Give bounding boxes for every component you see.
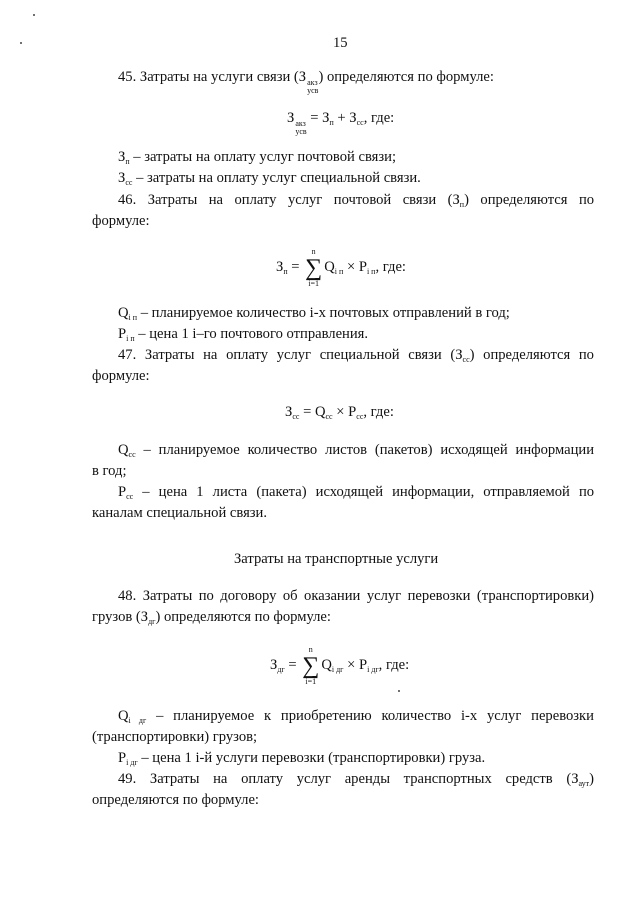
definition-qip: $Q_{i п}$ – планируемое количество i-х почтовых отправлений в год; <box>118 305 510 322</box>
definition-qss-line1: $Q_{сс}$ – планируемое количество листов (пакетов) исходящей информации <box>118 442 595 459</box>
paragraph-49-line2: определяются по формуле: <box>92 792 259 808</box>
definition-zp: $З_п$ – затраты на оплату услуг почтовой связи; <box>118 149 396 166</box>
paragraph-48-line1: 48. Затраты по договору об оказании услуг перевозки (транспортировки) <box>118 588 595 604</box>
definition-qss-line2: в год; <box>92 463 127 479</box>
scan-speck <box>20 42 22 44</box>
definition-pidg: $P_{i дг}$ – цена 1 i-й услуги перевозки (транспортировки) груза. <box>118 750 486 767</box>
sum-symbol: n ∑ i=1 <box>305 247 323 288</box>
paragraph-47-line1: 47. Затраты на оплату услуг специальной связи $(З_{сс})$ определяются по <box>118 347 594 364</box>
formula-48: $З_{дг}$ = n ∑ i=1 $Q_{i дг} \times P_{i дг}$, где: <box>270 645 410 686</box>
scan-speck <box>398 690 400 692</box>
formula-47: $З_{сс} = Q_{сс} \times P_{сс}$, где: <box>285 404 394 421</box>
section-heading: Затраты на транспортные услуги <box>234 551 439 567</box>
definition-pss-line1: $P_{сс}$ – цена 1 листа (пакета) исходящей информации, отправляемой по <box>118 484 595 501</box>
formula-45: З акз усв = $З_п + З_{сс}$, где: <box>287 110 395 136</box>
paragraph-45: 45. Затраты на услуги связи (З акз усв ) определяются по формуле: <box>118 69 494 95</box>
page-number: 15 <box>333 35 348 51</box>
formula-46: $З_п$ = n ∑ i=1 $Q_{i п} \times P_{i п}$, где: <box>276 247 406 288</box>
paragraph-48-line2: грузов $(З_{дг})$ определяются по формуле: <box>92 609 331 626</box>
paragraph-46-line2: формуле: <box>92 213 150 229</box>
definition-zss: $З_{сс}$ – затраты на оплату услуг специальной связи. <box>118 170 421 187</box>
paragraph-47-line2: формуле: <box>92 368 150 384</box>
definition-pss-line2: каналам специальной связи. <box>92 505 268 521</box>
definition-pip: $P_{i п}$ – цена 1 i–го почтового отправления. <box>118 326 369 343</box>
definition-qidg-line2: (транспортировки) грузов; <box>92 729 258 745</box>
sum-symbol: n ∑ i=1 <box>302 645 320 686</box>
scan-speck <box>33 14 35 16</box>
paragraph-49-line1: 49. Затраты на оплату услуг аренды транспортных средств $(З_{аут})$ <box>118 771 595 788</box>
definition-qidg-line1: $Q_{i дг}$ – планируемое к приобретению количество i-х услуг перевозки <box>118 708 594 725</box>
paragraph-46-line1: 46. Затраты на оплату услуг почтовой связи $(З_п)$ определяются по <box>118 192 595 209</box>
